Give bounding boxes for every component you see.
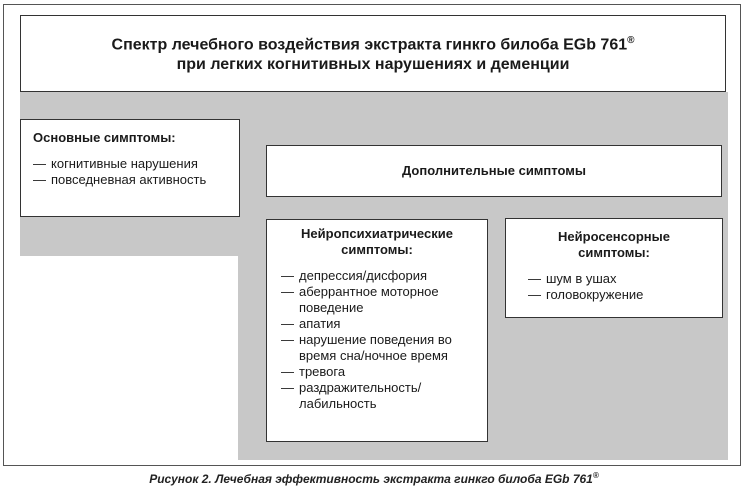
neuropsychiatric-heading: Нейропсихиатрические симптомы: bbox=[301, 226, 453, 257]
list-item: — когнитивные нарушения bbox=[33, 156, 239, 172]
additional-symptoms-box bbox=[266, 145, 722, 197]
title-line-2: при легких когнитивных нарушениях и деменции bbox=[176, 56, 570, 74]
list-item: — апатия bbox=[281, 316, 457, 332]
list-item: — шум в ушах bbox=[528, 271, 722, 287]
list-item: — повседневная активность bbox=[33, 172, 239, 188]
list-item: — раздражительность/ лабильность bbox=[281, 380, 457, 412]
neurosensory-heading: Нейросенсорные симптомы: bbox=[558, 229, 670, 260]
list-item: — аберрантное моторное поведение bbox=[281, 284, 457, 316]
additional-symptoms-heading: Дополнительные симптомы bbox=[402, 163, 586, 178]
main-symptoms-box bbox=[20, 119, 240, 217]
list-item: — тревога bbox=[281, 364, 457, 380]
main-symptoms-heading: Основные симптомы: bbox=[33, 130, 176, 145]
neuropsychiatric-list bbox=[281, 268, 457, 412]
title-box bbox=[20, 15, 726, 92]
figure-caption: Рисунок 2. Лечебная эффективность экстракта гинкго билоба EGb 761® bbox=[149, 471, 599, 486]
list-item: — нарушение поведения во время сна/ночное время bbox=[281, 332, 457, 364]
main-symptoms-list bbox=[33, 156, 239, 188]
list-item: — депрессия/дисфория bbox=[281, 268, 457, 284]
title-line-1: Спектр лечебного воздействия экстракта гинкго билоба EGb 761® bbox=[111, 35, 635, 54]
neuropsychiatric-box bbox=[266, 219, 488, 442]
list-item: — головокружение bbox=[528, 287, 722, 303]
neurosensory-box bbox=[505, 218, 723, 318]
neurosensory-list bbox=[528, 271, 722, 303]
